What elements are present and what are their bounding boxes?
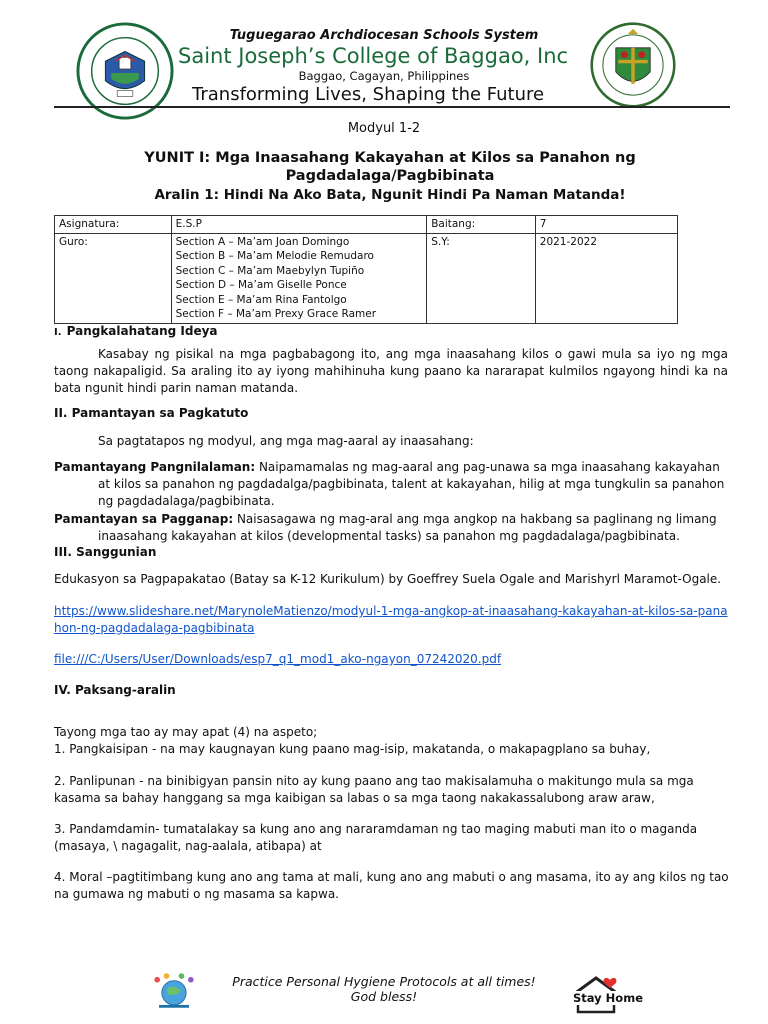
- stay-home-badge: [566, 974, 644, 1016]
- section-teacher: Section F – Ma’am Prexy Grace Ramer: [175, 308, 377, 320]
- reference-book: Edukasyon sa Pagpapakatao (Batay sa K-12 Kurikulum) by Goeffrey Suela Ogale and Marishyrl Maramot-Ogale.: [54, 572, 722, 586]
- section-1-body: Kasabay ng pisikal na mga pagbabagong ito, ang mga inaasahang kilos o gawi mula sa iyo ng mga taong nakapaligid. Sa araling ito ay iyong mahihinuha kung paano ka nararapat kulmilos ngayong hindi ka na bata ngunit hindi parin naman matanda.: [54, 347, 728, 395]
- reference-link-2[interactable]: file:///C:/Users/User/Downloads/esp7_q1_mod1_ako-ngayon_07242020.pdf: [54, 652, 502, 666]
- school-name: Saint Joseph’s College of Baggao, Inc: [178, 44, 569, 68]
- section-3-title: III. Sanggunian: [54, 545, 157, 559]
- unit-title: [80, 149, 700, 185]
- school-year-value: 2021-2022: [535, 233, 677, 323]
- reference-link-2-wrap: [54, 651, 501, 668]
- section-4-title: IV. Paksang-aralin: [54, 683, 176, 697]
- school-year-label: S.Y:: [427, 233, 536, 323]
- section-teacher: Section E – Ma’am Rina Fantolgo: [175, 293, 347, 306]
- stay-home-text: Stay Home: [573, 991, 643, 1005]
- table-row: [55, 233, 678, 323]
- section-teacher: Section D – Ma’am Giselle Ponce: [175, 279, 347, 291]
- schools-system-name: Tuguegarao Archdiocesan Schools System: [229, 28, 539, 43]
- section-1-heading: [54, 320, 218, 339]
- grade-value: 7: [535, 216, 677, 234]
- content-standard-label: Pamantayang Pangnilalaman:: [54, 460, 256, 474]
- content-standard-text: Naipamamalas ng mag-aaral ang pag-unawa sa mga inaasahang kakayahan at kilos sa panahon ng pagdadalga/pagbibinata, talent at kakayahan, hilig at mga tungkulin sa panahon ng pagdadalaga/pagbibinata.: [98, 460, 725, 508]
- subject-value: E.S.P: [171, 216, 427, 234]
- section-1-title: Pangkalahatang Ideya: [66, 324, 218, 338]
- school-motto: Transforming Lives, Shaping the Future: [192, 84, 545, 105]
- section-2-intro: Sa pagtatapos ng modyul, ang mga mag-aaral ay inaasahang:: [98, 434, 474, 448]
- footer-message: [0, 974, 768, 1004]
- section-teacher: Section A – Ma’am Joan Domingo: [175, 235, 350, 248]
- header-divider: [54, 106, 730, 108]
- table-row: [55, 216, 678, 234]
- aspect-list-item: 1. Pangkaisipan - na may kaugnayan kung paano mag-isip, makatanda, o makapagplano sa buhay,: [54, 742, 651, 756]
- archdiocesan-seal-logo: [590, 22, 676, 108]
- reference-link-1-wrap: [54, 603, 730, 637]
- school-location: Baggao, Cagayan, Philippines: [298, 69, 470, 83]
- unit-title-line-1: YUNIT I: Mga Inaasahang Kakayahan at Kilos sa Panahon ng: [144, 150, 636, 166]
- course-info-table: [54, 215, 678, 324]
- reference-link-1[interactable]: https://www.slideshare.net/MarynoleMatienzo/modyul-1-mga-angkop-at-inaasahang-kakayahan-at-kilos-sa-panahon-ng-pagdadalaga-pagbibinata: [54, 604, 728, 635]
- subject-label: Asignatura:: [55, 216, 172, 234]
- grade-label: Baitang:: [427, 216, 536, 234]
- performance-standard: [54, 511, 730, 545]
- section-teacher: Section C – Ma’am Maebylyn Tupiño: [175, 264, 365, 277]
- teacher-sections: [171, 233, 427, 323]
- section-teacher: Section B – Ma’am Melodie Remudaro: [175, 250, 374, 262]
- unit-title-line-2: Pagdadalaga/Pagbibinata: [285, 168, 495, 184]
- section-1-number: I.: [54, 327, 62, 338]
- aspect-list-item: 4. Moral –pagtitimbang kung ano ang tama at mali, kung ano ang mabuti o ang masama, ito ay ang kilos ng tao na gumawa ng mabuti o ng masama sa kapwa.: [54, 870, 729, 901]
- content-standard: [54, 459, 730, 510]
- module-label: Modyul 1-2: [347, 121, 421, 136]
- performance-standard-label: Pamantayan sa Pagganap:: [54, 512, 234, 526]
- footer-line-2: God bless!: [350, 989, 418, 1004]
- footer-line-1: Practice Personal Hygiene Protocols at all times!: [232, 974, 536, 989]
- aspect-list-item: 3. Pandamdamin- tumatalakay sa kung ano ang nararamdaman ng tao maging mabuti man ito o maganda (masaya, \ nagagalit, nag-aalala, atibapa) at: [54, 822, 698, 853]
- performance-standard-text: Naisasagawa ng mag-aral ang mga angkop na hakbang sa paglinang ng limang inaasahang kakayahan at kilos (developmental tasks) sa panahon mg pagdadalaga/pagbibinata.: [98, 512, 717, 543]
- aspect-list-item: 2. Panlipunan - na binibigyan pansin nito ay kung paano ang tao makisalamuha o makitungo mula sa mga kasama sa bahay hanggang sa mga kaibigan sa labas o sa mga taong nakakassalubong araw araw,: [54, 774, 694, 805]
- section-2-title: II. Pamantayan sa Pagkatuto: [54, 406, 249, 420]
- section-4-intro: Tayong mga tao ay may apat (4) na aspeto;: [54, 725, 318, 739]
- lesson-title: Aralin 1: Hindi Na Ako Bata, Ngunit Hindi Pa Naman Matanda!: [154, 187, 626, 203]
- teacher-label: Guro:: [55, 233, 172, 323]
